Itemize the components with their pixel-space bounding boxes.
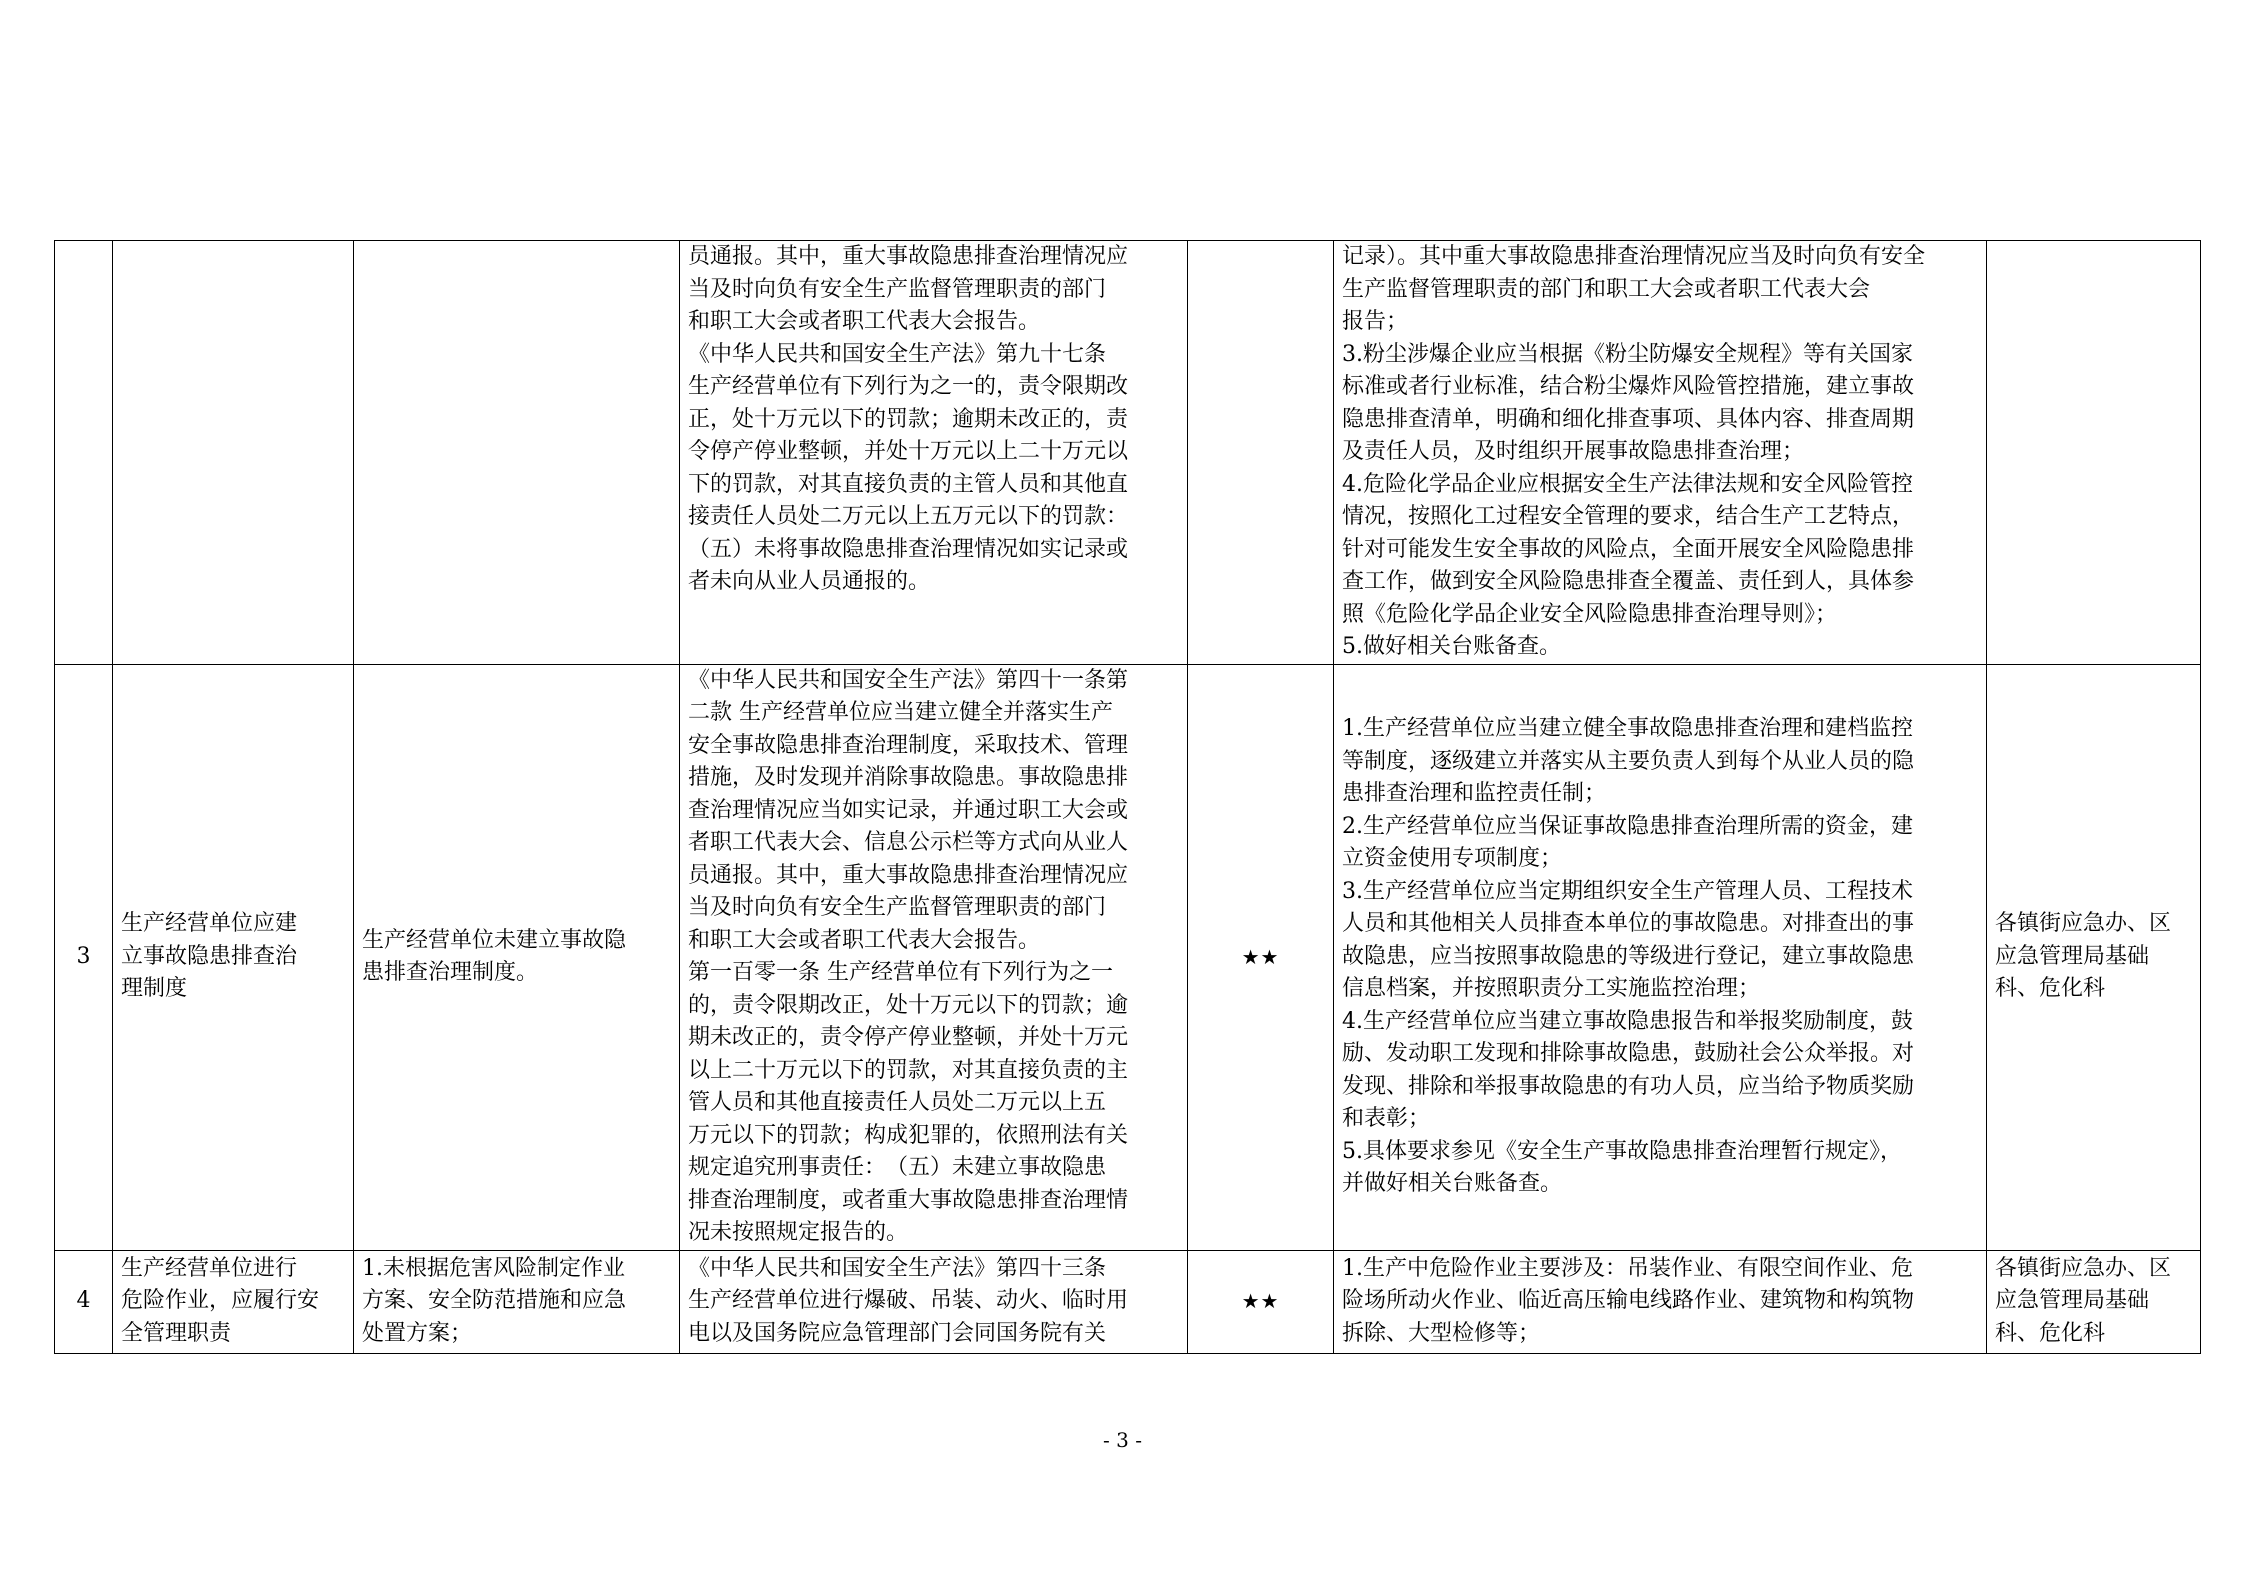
text-line: 期未改正的，责令停产停业整顿，并处十万元	[688, 1025, 1129, 1050]
check-item-cell	[113, 1250, 354, 1353]
text-line: 安全事故隐患排查治理制度，采取技术、管理	[688, 732, 1129, 758]
table-row	[55, 241, 2201, 665]
text-line: 危险作业，应履行安	[121, 1288, 320, 1314]
check-item-cell	[113, 664, 354, 1250]
text-line: 3.粉尘涉爆企业应当根据《粉尘防爆安全规程》等有关国家	[1342, 341, 1913, 367]
legal-basis-cell	[680, 664, 1188, 1250]
row-number-cell	[55, 241, 113, 665]
text-line: 者未向从业人员通报的。	[688, 569, 931, 594]
table-row	[55, 664, 2201, 1250]
text-line: 者职工代表大会、信息公示栏等方式向从业人	[688, 830, 1129, 855]
text-line: 险场所动火作业、临近高压输电线路作业、建筑物和构筑物	[1342, 1288, 1915, 1314]
text-line: 及责任人员，及时组织开展事故隐患排查治理；	[1342, 439, 1805, 464]
text-line: 科、危化科	[1995, 976, 2106, 1002]
text-line: （五）未将事故隐患排查治理情况如实记录或	[688, 536, 1129, 562]
text-line: 接责任人员处二万元以上五万元以下的罚款：	[688, 504, 1129, 529]
text-line: 以上二十万元以下的罚款，对其直接负责的主	[688, 1057, 1129, 1083]
text-line: 和职工大会或者职工代表大会报告。	[688, 309, 1041, 334]
guidance-cell	[1334, 664, 1987, 1250]
text-line: 《中华人民共和国安全生产法》第九十七条	[688, 341, 1107, 367]
text-line: 理制度	[121, 976, 188, 1002]
guidance-cell	[1334, 241, 1987, 665]
risk-level-cell: ★★	[1188, 1250, 1334, 1353]
text-line: 二款 生产经营单位应当建立健全并落实生产	[688, 700, 1113, 725]
text-line: 《中华人民共和国安全生产法》第四十一条第	[688, 667, 1129, 693]
text-line: 全管理职责	[121, 1320, 232, 1346]
legal-basis-cell	[680, 1250, 1188, 1353]
text-line: 和表彰；	[1342, 1106, 1431, 1132]
check-item-cell	[113, 241, 354, 665]
text-line: 查治理情况应当如实记录，并通过职工大会或	[688, 797, 1129, 823]
text-line: 当及时向负有安全生产监督管理职责的部门	[688, 895, 1107, 920]
problem-cell	[354, 1250, 680, 1353]
text-line: 查工作，做到安全风险隐患排查全覆盖、责任到人，具体参	[1342, 569, 1915, 594]
risk-level-cell: ★★	[1188, 664, 1334, 1250]
text-line: 的，责令限期改正，处十万元以下的罚款；逾	[688, 992, 1129, 1018]
text-line: 规定追究刑事责任： （五）未建立事故隐患	[688, 1155, 1107, 1180]
text-line: 排查治理制度，或者重大事故隐患排查治理情	[688, 1187, 1129, 1213]
text-line: 隐患排查清单，明确和细化排查事项、具体内容、排查周期	[1342, 406, 1915, 432]
text-line: 5.做好相关台账备查。	[1342, 634, 1561, 659]
text-line: 员通报。其中，重大事故隐患排查治理情况应	[688, 862, 1129, 888]
text-line: 措施，及时发现并消除事故隐患。事故隐患排	[688, 765, 1129, 790]
text-line: 励、发动职工发现和排除事故隐患，鼓励社会公众举报。对	[1342, 1041, 1915, 1067]
text-line: 生产经营单位进行爆破、吊装、动火、临时用	[688, 1288, 1129, 1314]
text-line: 应急管理局基础	[1995, 943, 2150, 969]
text-line: 和职工大会或者职工代表大会报告。	[688, 927, 1041, 953]
text-line: 5.具体要求参见《安全生产事故隐患排查治理暂行规定》，	[1342, 1138, 1902, 1164]
problem-cell	[354, 664, 680, 1250]
text-line: 正，处十万元以下的罚款；逾期未改正的，责	[688, 406, 1129, 432]
text-line: 生产经营单位有下列行为之一的，责令限期改	[688, 374, 1129, 399]
text-line: 立事故隐患排查治	[121, 943, 298, 969]
text-line: 1.生产中危险作业主要涉及：吊装作业、有限空间作业、危	[1342, 1255, 1913, 1281]
text-line: 第一百零一条 生产经营单位有下列行为之一	[688, 960, 1113, 985]
regulation-table	[54, 240, 2201, 1354]
text-line: 患排查治理和监控责任制；	[1342, 781, 1607, 807]
text-line: 情况，按照化工过程安全管理的要求，结合生产工艺特点，	[1342, 504, 1915, 529]
text-line: 1.生产经营单位应当建立健全事故隐患排查治理和建档监控	[1342, 716, 1913, 742]
text-line: 应急管理局基础	[1995, 1288, 2150, 1314]
text-line: 患排查治理制度。	[362, 960, 539, 985]
text-line: 4.生产经营单位应当建立事故隐患报告和举报奖励制度，鼓	[1342, 1008, 1913, 1034]
text-line: 生产监督管理职责的部门和职工大会或者职工代表大会	[1342, 276, 1871, 302]
text-line: 4.危险化学品企业应根据安全生产法律法规和安全风险管控	[1342, 471, 1913, 497]
text-line: 生产经营单位进行	[121, 1255, 298, 1281]
text-line: 当及时向负有安全生产监督管理职责的部门	[688, 276, 1107, 302]
text-line: 电以及国务院应急管理部门会同国务院有关	[688, 1320, 1107, 1346]
text-line: 报告；	[1342, 309, 1409, 334]
text-line: 1.未根据危害风险制定作业	[362, 1255, 625, 1281]
text-line: 故隐患，应当按照事故隐患的等级进行登记，建立事故隐患	[1342, 943, 1915, 969]
problem-cell	[354, 241, 680, 665]
text-line: 管人员和其他直接责任人员处二万元以上五	[688, 1090, 1107, 1115]
text-line: 令停产停业整顿，并处十万元以上二十万元以	[688, 439, 1129, 464]
text-line: 针对可能发生安全事故的风险点，全面开展安全风险隐患排	[1342, 536, 1915, 562]
text-line: 下的罚款，对其直接负责的主管人员和其他直	[688, 471, 1129, 497]
text-line: 记录）。其中重大事故隐患排查治理情况应当及时向负有安全	[1342, 244, 1926, 269]
text-line: 《中华人民共和国安全生产法》第四十三条	[688, 1255, 1107, 1281]
guidance-cell	[1334, 1250, 1987, 1353]
row-number-cell: 3	[55, 664, 113, 1250]
text-line: 方案、安全防范措施和应急	[362, 1288, 627, 1314]
row-number-cell: 4	[55, 1250, 113, 1353]
department-cell	[1987, 664, 2201, 1250]
text-line: 发现、排除和举报事故隐患的有功人员，应当给予物质奖励	[1342, 1073, 1915, 1099]
text-line: 照《危险化学品企业安全风险隐患排查治理导则》；	[1342, 601, 1838, 627]
text-line: 人员和其他相关人员排查本单位的事故隐患。对排查出的事	[1342, 911, 1915, 937]
text-line: 并做好相关台账备查。	[1342, 1171, 1563, 1197]
department-cell	[1987, 1250, 2201, 1353]
department-cell	[1987, 241, 2201, 665]
text-line: 拆除、大型检修等；	[1342, 1320, 1541, 1346]
text-line: 生产经营单位未建立事故隐	[362, 927, 627, 953]
legal-basis-cell	[680, 241, 1188, 665]
table-row	[55, 1250, 2201, 1353]
text-line: 立资金使用专项制度；	[1342, 846, 1563, 872]
text-line: 科、危化科	[1995, 1320, 2106, 1346]
text-line: 3.生产经营单位应当定期组织安全生产管理人员、工程技术	[1342, 878, 1913, 904]
text-line: 况未按照规定报告的。	[688, 1220, 909, 1245]
text-line: 各镇街应急办、区	[1995, 1255, 2172, 1281]
risk-level-cell	[1188, 241, 1334, 665]
text-line: 处置方案；	[362, 1320, 473, 1346]
text-line: 员通报。其中，重大事故隐患排查治理情况应	[688, 244, 1129, 269]
text-line: 生产经营单位应建	[121, 911, 298, 937]
text-line: 信息档案，并按照职责分工实施监控治理；	[1342, 976, 1761, 1002]
text-line: 标准或者行业标准，结合粉尘爆炸风险管控措施，建立事故	[1342, 374, 1915, 399]
page-number: - 3 -	[1103, 1428, 1142, 1452]
text-line: 2.生产经营单位应当保证事故隐患排查治理所需的资金，建	[1342, 813, 1913, 839]
text-line: 万元以下的罚款；构成犯罪的，依照刑法有关	[688, 1122, 1129, 1148]
text-line: 各镇街应急办、区	[1995, 911, 2172, 937]
text-line: 等制度，逐级建立并落实从主要负责人到每个从业人员的隐	[1342, 748, 1915, 774]
